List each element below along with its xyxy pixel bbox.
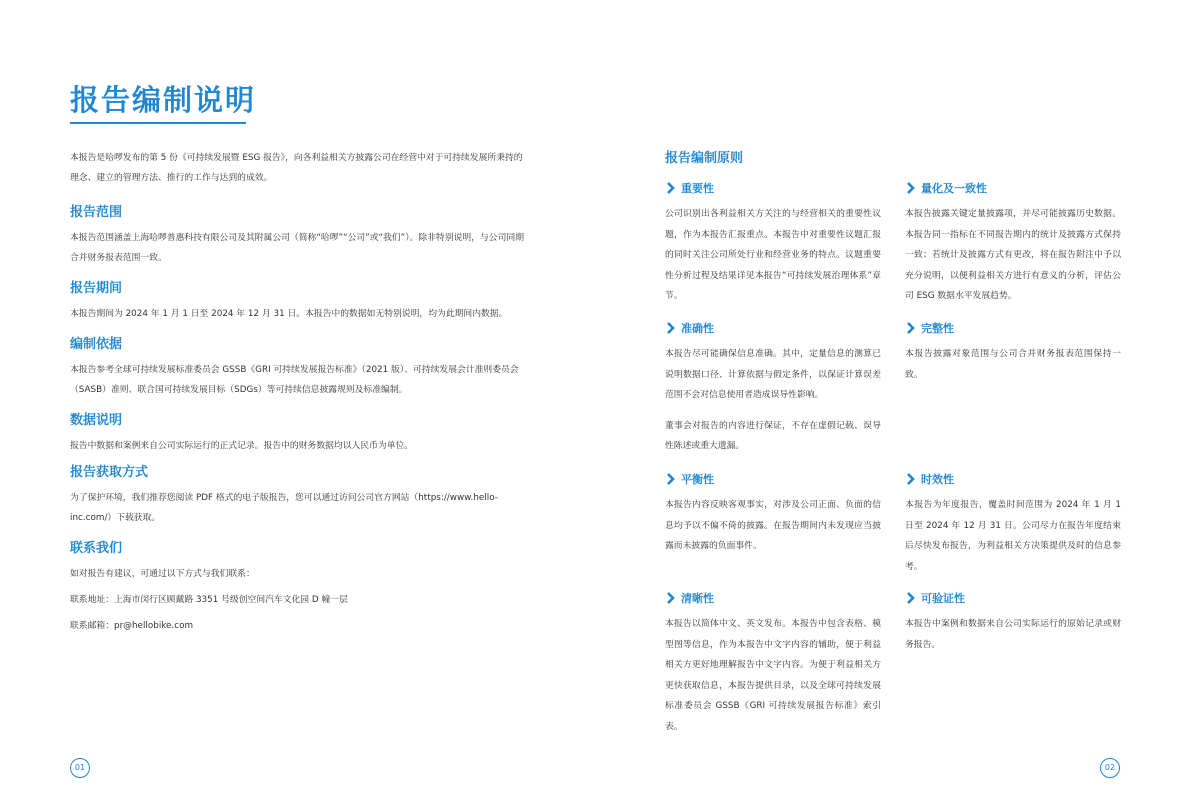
chevron-right-icon (665, 322, 677, 334)
data-note-text: 报告中数据和案例来自公司实际运行的正式记录。报告中的财务数据均以人民币为单位。 (70, 441, 414, 451)
chevron-right-icon (905, 592, 917, 604)
principle-accuracy (665, 320, 881, 457)
basis-text: 本报告参考全球可持续发展标准委员会 GSSB《GRI 可持续发展报告标准》（2021 版）、可持续发展会计准则委员会（SASB）准则、联合国可持续发展目标（SDGs）等可持续信息披露规则及标准编制。 (70, 365, 519, 395)
title-underline (70, 122, 246, 124)
principle-label: 时效性 (921, 473, 954, 486)
chevron-right-icon (905, 322, 917, 334)
page-number-left: 01 (70, 758, 90, 778)
principle-text: 本报告内容反映客观事实，对涉及公司正面、负面的信息均予以不偏不倚的披露。在报告期间内未发现应当披露而未披露的负面事件。 (665, 500, 881, 551)
principle-text: 本报告中案例和数据来自公司实际运行的原始记录或财务报告。 (905, 619, 1121, 650)
principle-label: 清晰性 (681, 592, 714, 605)
principle-text: 本报告尽可能确保信息准确。其中，定量信息的测算已说明数据口径、计算依据与假定条件，以保证计算误差范围不会对信息使用者造成误导性影响。 (665, 349, 881, 400)
scope-heading: 报告范围 (70, 205, 123, 220)
contact-email: 联系邮箱：pr@hellobike.com (70, 621, 194, 631)
left-column (70, 148, 526, 636)
principle-label: 量化及一致性 (921, 182, 987, 195)
principle-materiality (665, 180, 881, 307)
chevron-right-icon (665, 473, 677, 485)
principle-text: 本报告披露对象范围与公司合并财务报表范围保持一致。 (905, 349, 1121, 380)
basis-heading: 编制依据 (70, 337, 123, 352)
chevron-right-icon (665, 592, 677, 604)
principle-text: 本报告为年度报告，覆盖时间范围为 2024 年 1 月 1 日至 2024 年 12 月 31 日。公司尽力在报告年度结束后尽快发布报告，为利益相关方决策提供及时的信息参考。 (905, 500, 1121, 572)
principle-text: 本报告以简体中文、英文发布。本报告中包含表格、模型图等信息，作为本报告中文字内容的辅助，便于利益相关方更好地理解报告中文字内容。为便于利益相关方更快获取信息，本报告提供目录，以及全球可持续发展标准委员会 GSSB《GRI 可持续发展报告标准》索引表。 (665, 619, 881, 732)
page-number-right: 02 (1100, 758, 1120, 778)
intro-text: 本报告是哈啰发布的第 5 份《可持续发展暨 ESG 报告》，向各利益相关方披露公司在经营中对于可持续发展所秉持的理念、建立的管理方法、推行的工作与达到的成效。 (70, 153, 523, 183)
principle-clarity (665, 590, 881, 737)
chevron-right-icon (905, 473, 917, 485)
principle-text: 本报告披露关键定量披露项，并尽可能披露历史数据。本报告同一指标在不同报告期内的统计及披露方式保持一致；若统计及披露方式有更改，将在报告附注中予以充分说明，以便利益相关方进行有意义的分析，评估公司 ESG 数据水平发展趋势。 (905, 209, 1121, 301)
principle-timeliness (905, 471, 1121, 577)
principle-label: 准确性 (681, 322, 714, 335)
page-title: 报告编制说明 (70, 83, 257, 117)
principle-balance (665, 471, 881, 557)
contact-heading: 联系我们 (70, 541, 123, 556)
principles-title: 报告编制原则 (665, 151, 744, 166)
principles-section (665, 148, 1121, 170)
period-heading: 报告期间 (70, 281, 123, 296)
data-note-heading: 数据说明 (70, 413, 123, 428)
principle-label: 重要性 (681, 182, 714, 195)
principle-quantitative (905, 180, 1121, 307)
contact-address: 联系地址：上海市闵行区顾戴路 3351 号级创空间汽车文化园 D 幢一层 (70, 595, 348, 605)
principle-label: 平衡性 (681, 473, 714, 486)
scope-text: 本报告范围涵盖上海哈啰普惠科技有限公司及其附属公司（简称“哈啰”“公司”或“我们”）。除非特别说明，与公司同期合并财务报表范围一致。 (70, 233, 524, 263)
principle-verifiability (905, 590, 1121, 655)
chevron-right-icon (665, 182, 677, 194)
principle-label: 完整性 (921, 322, 954, 335)
contact-intro: 如对报告有建议，可通过以下方式与我们联系： (70, 569, 255, 579)
principle-text: 公司识别出各利益相关方关注的与经营相关的重要性议题，作为本报告汇报重点。本报告中对重要性议题汇报的同时关注公司所处行业和经营业务的特点。议题重要性分析过程及结果详见本报告“可持续发展治理体系”章节。 (665, 209, 881, 301)
principle-text-2: 董事会对报告的内容进行保证，不存在虚假记载、误导性陈述或重大遗漏。 (665, 420, 881, 451)
chevron-right-icon (905, 182, 917, 194)
access-heading: 报告获取方式 (70, 465, 149, 480)
principle-completeness (905, 320, 1121, 385)
principle-label: 可验证性 (921, 592, 965, 605)
access-text: 为了保护环境，我们推荐您阅读 PDF 格式的电子版报告，您可以通过访问公司官方网站（https://www.hello-inc.com/）下载获取。 (70, 493, 498, 523)
period-text: 本报告期间为 2024 年 1 月 1 日至 2024 年 12 月 31 日。本报告中的数据如无特别说明，均为此期间内数据。 (70, 309, 508, 319)
